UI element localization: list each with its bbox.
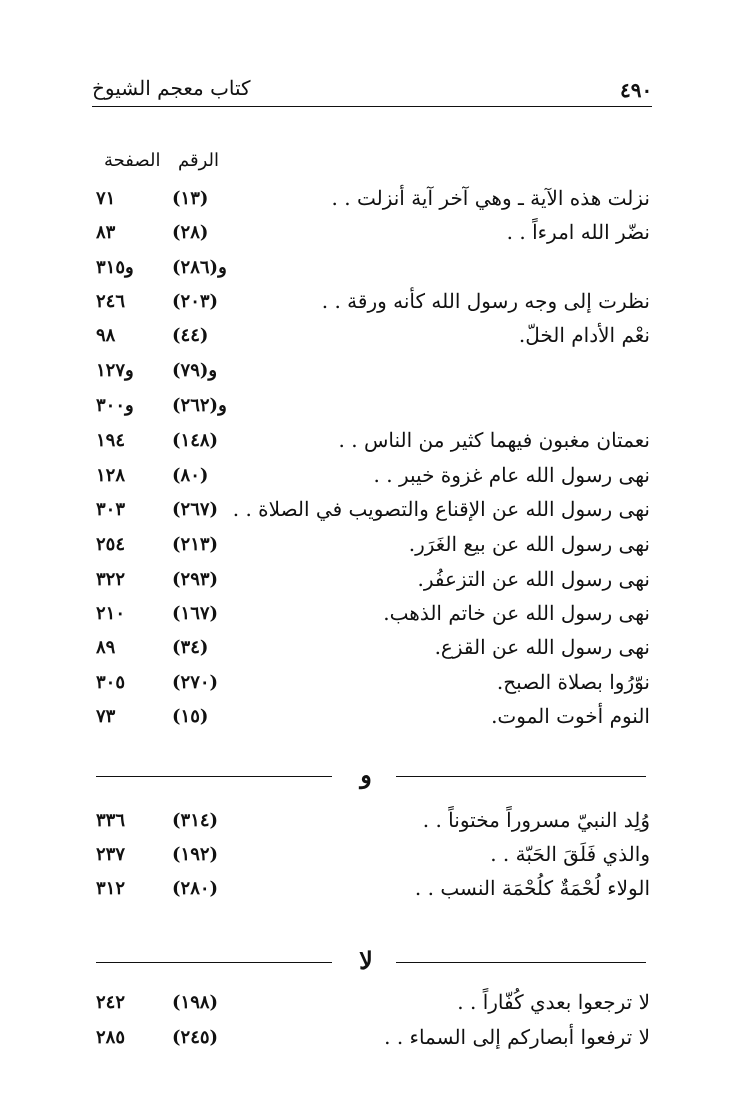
column-headers [100,150,230,180]
entry-page: و٣٠٠ [96,395,134,416]
entry-page: ٢١٠ [96,603,126,624]
index-entry [90,670,650,700]
index-entry [90,567,650,597]
index-entry [90,635,650,665]
index-entry [90,876,650,906]
entry-page: ٩٨ [96,325,116,346]
entry-page: ٣٢٢ [96,569,126,590]
index-entry [90,842,650,872]
entry-number: (٢٨) [172,222,209,243]
entry-number: (٢٨٠) [172,878,219,899]
entry-text: النوم أخوت الموت. [491,704,650,728]
entry-number: (٢٦٧) [172,499,219,520]
section-letter: و [360,760,372,789]
entry-page: ٢٨٥ [96,1027,126,1048]
entry-text: نهى رسول الله عن الإقناع والتصويب في الصلاة . . [232,497,650,521]
index-entry [90,323,650,353]
page-header [92,70,652,107]
entry-page: ٣٠٣ [96,499,126,520]
entry-number: (٢١٣) [172,534,219,555]
column-header-page: الصفحة [104,150,161,171]
index-entry [90,393,650,423]
entry-page: و١٢٧ [96,360,134,381]
entry-text: الولاء لُحْمَةٌ كلُحْمَة النسب . . [414,876,650,900]
column-header-number: الرقم [178,150,220,171]
entry-page: ٣٠٥ [96,672,126,693]
entry-number: (١٩٢) [172,844,219,865]
entry-number: (١٤٨) [172,430,219,451]
entry-text: نزلت هذه الآية ـ وهي آخر آية أنزلت . . [331,186,650,210]
entry-page: ٢٤٦ [96,291,126,312]
entry-page: ٧١ [96,188,116,209]
entry-number: (٢٧٠) [172,672,219,693]
entry-page: ٣١٢ [96,878,126,899]
index-entry [90,601,650,631]
section-letter: لا [359,946,373,975]
entry-text: نعمتان مغبون فيهما كثير من الناس . . [338,428,650,452]
entry-page: ٨٩ [96,637,116,658]
entry-text: نهى رسول الله عن القزع. [434,635,650,659]
entry-text: نضّر الله امرءاً . . [506,220,650,244]
index-entry [90,289,650,319]
entry-page: ٣٣٦ [96,810,126,831]
section-divider-waw [96,762,648,792]
index-entry [90,704,650,734]
entry-page: ١٩٤ [96,430,126,451]
entry-number: (٢٠٣) [172,291,219,312]
index-entry [90,990,650,1020]
page-number: ٤٩٠ [620,78,653,102]
index-entry [90,497,650,527]
book-title: كتاب معجم الشيوخ [92,76,251,100]
index-entry [90,463,650,493]
entry-number: (١٥) [172,706,209,727]
entry-number: و(٢٦٢) [172,395,227,416]
entry-number: (٢٤٥) [172,1027,219,1048]
entry-page: ٢٥٤ [96,534,126,555]
entry-page: ٨٣ [96,222,116,243]
entry-number: (١٩٨) [172,992,219,1013]
entry-number: (٣٤) [172,637,209,658]
entry-text: نوّرُوا بصلاة الصبح. [496,670,650,694]
entry-text: وُلِد النبيّ مسروراً مختوناً . . [422,808,650,832]
entry-number: و(٢٨٦) [172,257,227,278]
divider-line [396,962,646,963]
divider-line [96,962,332,963]
entry-text: لا ترفعوا أبصاركم إلى السماء . . [384,1025,650,1049]
index-entry [90,255,650,285]
index-entry [90,220,650,250]
index-entry [90,808,650,838]
entry-number: (١٣) [172,188,209,209]
entry-number: (٢٩٣) [172,569,219,590]
index-entry [90,1025,650,1055]
index-entry [90,532,650,562]
entry-number: (٣١٤) [172,810,219,831]
entry-number: و(٧٩) [172,360,218,381]
entry-page: ٧٣ [96,706,116,727]
entry-page: و٣١٥ [96,257,134,278]
entry-page: ٢٣٧ [96,844,126,865]
index-entry [90,428,650,458]
entry-number: (٨٠) [172,465,209,486]
entry-page: ٢٤٢ [96,992,126,1013]
entry-text: لا ترجعوا بعدي كُفّاراً . . [457,990,650,1014]
divider-line [396,776,646,777]
entry-text: نهى رسول الله عن خاتم الذهب. [383,601,650,625]
divider-line [96,776,332,777]
entry-text: نهى رسول الله عام غزوة خيبر . . [373,463,650,487]
index-entry [90,186,650,216]
entry-text: نظرت إلى وجه رسول الله كأنه ورقة . . [321,289,650,313]
entry-number: (٤٤) [172,325,209,346]
entry-text: نعْم الأدام الخلّ. [518,323,650,347]
entry-number: (١٦٧) [172,603,219,624]
entry-text: والذي فَلَقَ الحَبّة . . [490,842,650,866]
entry-text: نهى رسول الله عن التزعفُر. [417,567,650,591]
section-divider-la [96,948,648,978]
entry-text: نهى رسول الله عن بيع الغَرَر. [408,532,650,556]
index-entry [90,358,650,388]
entry-page: ١٢٨ [96,465,126,486]
